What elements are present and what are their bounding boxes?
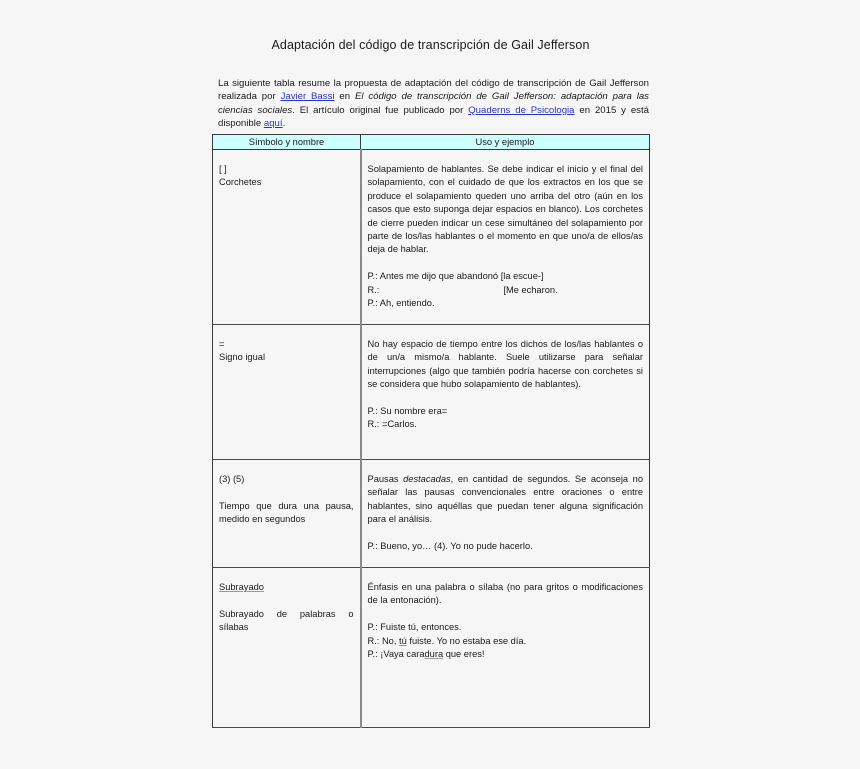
- intro-text: en 2015 y está disponible: [218, 104, 649, 130]
- journal-link[interactable]: Quaderns de Psicologia: [468, 104, 575, 116]
- author-link[interactable]: Javier Bassi: [280, 91, 335, 103]
- symbol: =: [219, 339, 225, 349]
- usage-description: Solapamiento de hablantes. Se debe indicar el inicio y el final del solapamiento, con el cuidado de que los extractos en los que se produce el solapamiento queden uno arriba del otro (aún en los casos que esto suponga dejar espacios en blanco). Los corchetes de cierre pueden indicar un cese simultáneo del solapamiento por parte de los/las hablantes o el momento en que uno/a de ellos/as deja de hablar.: [367, 164, 643, 255]
- here-link[interactable]: aquí: [263, 118, 283, 130]
- usage-description: No hay espacio de tiempo entre los dichos de los/las hablantes o de un/a mismo/a hablante. Suele utilizarse para señalar interrupciones (algo que también podría hacerse con corchetes si se considera que hubo solapamiento de hablantes).: [367, 339, 643, 390]
- table-row: [213, 325, 650, 460]
- symbol-cell: [213, 568, 361, 728]
- example-line: P.: Antes me dijo que abandonó [la escue-]: [367, 271, 544, 282]
- example-line: P.: ¡Vaya caradura que eres!: [367, 649, 485, 660]
- symbol-name: Signo igual: [219, 352, 266, 363]
- symbol: (3) (5): [219, 474, 245, 484]
- symbol-cell: [213, 150, 361, 325]
- usage-cell: [361, 325, 650, 460]
- header-use-example: Uso y ejemplo: [361, 135, 650, 150]
- usage-cell: [361, 150, 650, 325]
- table-row: [213, 150, 650, 325]
- symbol: [ ]: [219, 164, 227, 174]
- symbol-cell: [213, 325, 361, 460]
- transcription-codes-table: [212, 134, 650, 728]
- underlined-syllable: dura: [424, 649, 444, 660]
- intro-paragraph: [218, 77, 649, 131]
- page-title: Adaptación del código de transcripción de Gail Jefferson: [271, 38, 590, 52]
- header-symbol-name: Símbolo y nombre: [213, 135, 361, 150]
- example-line: P.: Ah, entiendo.: [367, 298, 435, 309]
- example-line: P.: Bueno, yo… (4). Yo no pude hacerlo.: [367, 541, 533, 552]
- table-header-row: [213, 135, 650, 150]
- symbol-name: Corchetes: [219, 177, 262, 188]
- usage-cell: [361, 568, 650, 728]
- example-line: P.: Fuiste tú, entonces.: [367, 622, 462, 633]
- usage-cell: [361, 460, 650, 568]
- intro-text: en: [334, 91, 355, 103]
- example-line: R.: [Me echaron.: [367, 284, 558, 295]
- example-line: R.: No, tú fuiste. Yo no estaba ese día.: [367, 635, 527, 646]
- usage-description: Pausas destacadas, en cantidad de segundos. Se aconseja no señalar las pausas convencionales entre oraciones o entre hablantes, sino aquéllas que puedan tener alguna significación para el análisis.: [367, 474, 644, 525]
- underlined-word: tú: [399, 635, 407, 646]
- symbol: Subrayado: [219, 582, 264, 592]
- work-title: El código de transcripción de Gail Jefferson: adaptación para las ciencias sociales: [218, 91, 649, 116]
- intro-text: . El artículo original fue publicado por: [292, 104, 469, 116]
- intro-text: La siguiente tabla resume la propuesta de adaptación del código de transcripción de Gail Jefferson realizada por: [218, 77, 649, 103]
- usage-description: Énfasis en una palabra o sílaba (no para gritos o modificaciones de la entonación).: [367, 582, 643, 606]
- intro-text: .: [282, 118, 286, 130]
- symbol-name: Tiempo que dura una pausa, medido en segundos: [219, 500, 354, 525]
- symbol-name: Subrayado de palabras o sílabas: [219, 608, 354, 633]
- example-line: P.: Su nombre era=: [367, 406, 448, 417]
- symbol-cell: [213, 460, 361, 568]
- example-line: R.: =Carlos.: [367, 419, 417, 430]
- table-row: [213, 460, 650, 568]
- italic-term: destacadas: [403, 474, 451, 484]
- table-row: [213, 568, 650, 728]
